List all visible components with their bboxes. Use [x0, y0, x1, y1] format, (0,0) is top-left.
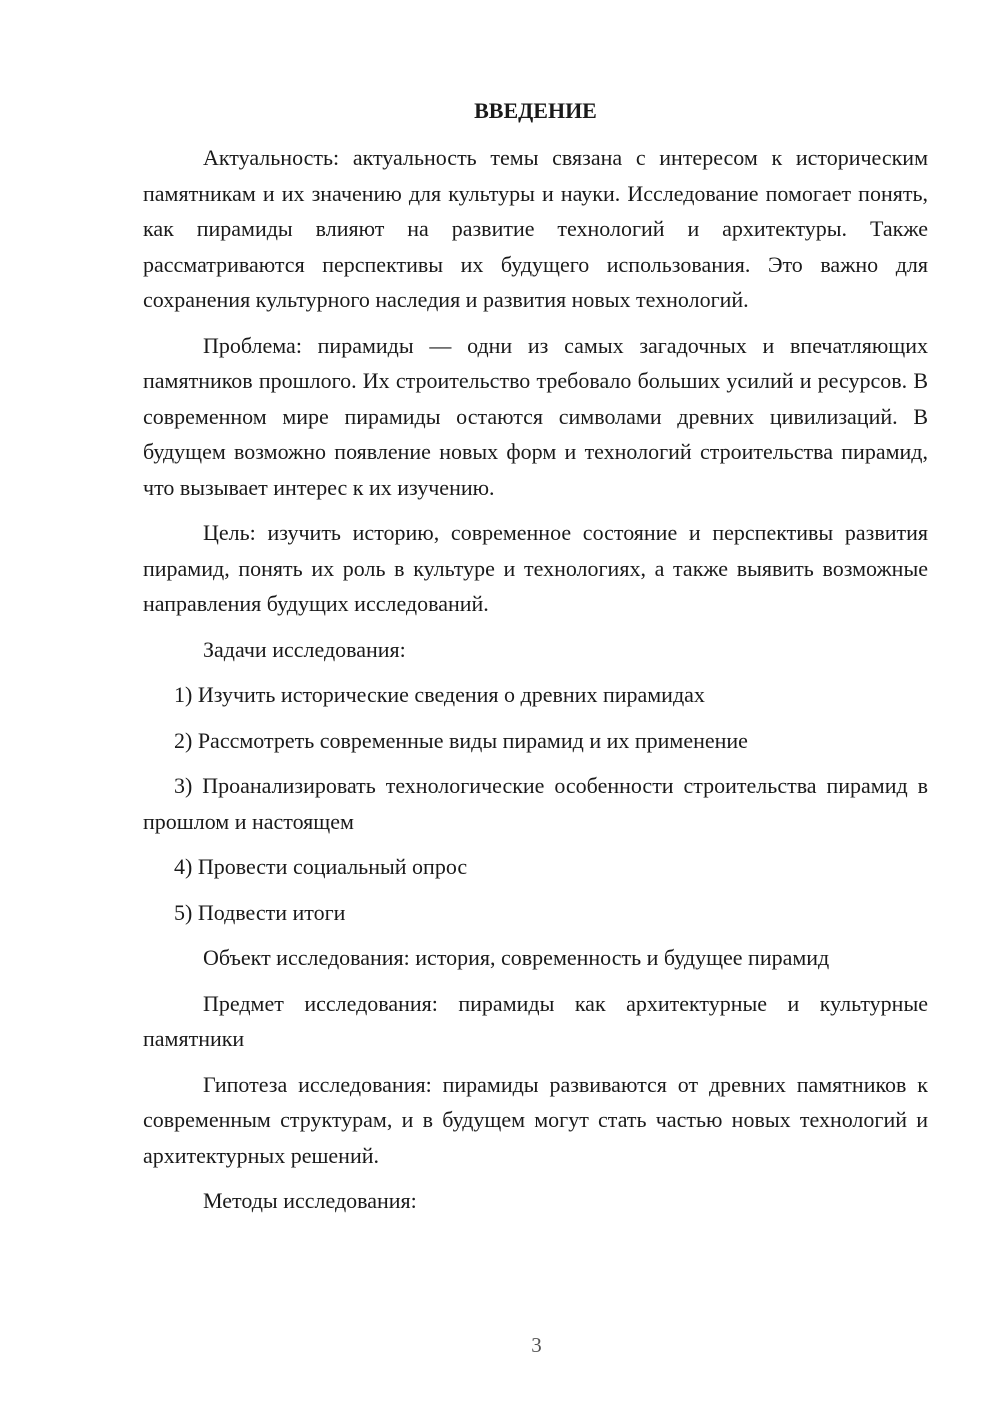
page-number: 3 — [531, 1333, 542, 1357]
hypothesis-paragraph: Гипотеза исследования: пирамиды развиваются от древних памятников к современным структурам, и в будущем могут стать частью новых технологий и архитектурных решений. — [143, 1071, 928, 1168]
object-paragraph: Объект исследования: история, современность и будущее пирамид — [203, 945, 830, 970]
methods-heading: Методы исследования: — [203, 1188, 417, 1213]
tasks-heading: Задачи исследования: — [203, 636, 406, 662]
relevance-paragraph: Актуальность: актуальность темы связана с интересом к историческим памятникам и их значению для культуры и науки. Исследование помогает понять, как пирамиды влияют на развитие технологий и архитектуры. Также рассматриваются перспективы их будущего использования. Это важно для сохранения культурного наследия и развития новых технологий. — [143, 145, 928, 312]
task-item-5: 5) Подвести итоги — [174, 899, 346, 925]
task-item-1: 1) Изучить исторические сведения о древних пирамидах — [174, 682, 705, 707]
subject-paragraph: Предмет исследования: пирамиды как архитектурные и культурные памятники — [143, 990, 928, 1051]
task-item-3: 3) Проанализировать технологические особенности строительства пирамид в прошлом и настоящем — [143, 773, 928, 834]
page-body — [143, 95, 928, 1229]
task-item-2: 2) Рассмотреть современные виды пирамид и их применение — [174, 727, 748, 753]
goal-paragraph: Цель: изучить историю, современное состояние и перспективы развития пирамид, понять их роль в культуре и технологиях, а также выявить возможные направления будущих исследований. — [143, 520, 928, 616]
section-title: ВВЕДЕНИЕ — [474, 98, 597, 123]
problem-paragraph: Проблема: пирамиды — одни из самых загадочных и впечатляющих памятников прошлого. Их строительство требовало больших усилий и ресурсов. В современном мире пирамиды остаются символами древних цивилизаций. В будущем возможно появление новых форм и технологий строительства пирамид, что вызывает интерес к их изучению. — [143, 332, 928, 500]
task-item-4: 4) Провести социальный опрос — [174, 854, 468, 879]
